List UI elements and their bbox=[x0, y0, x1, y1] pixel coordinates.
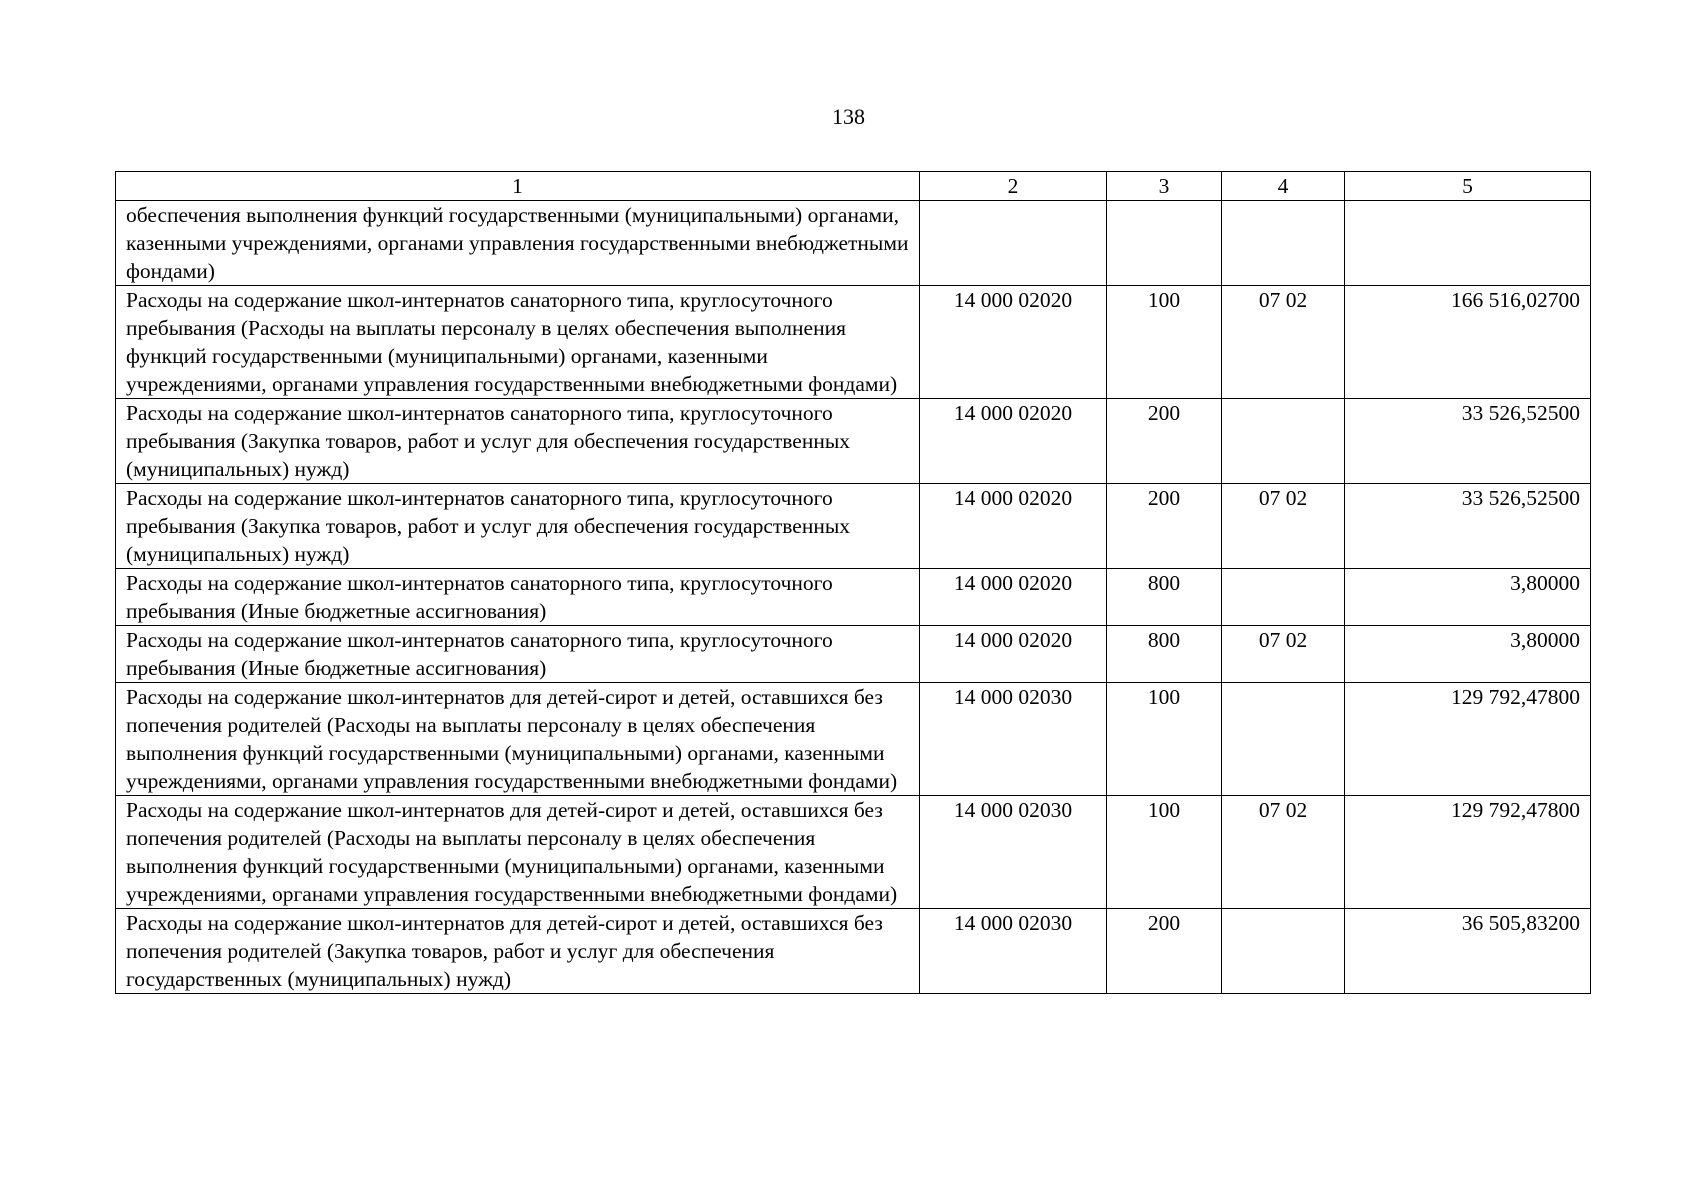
row-expense-type bbox=[1107, 201, 1222, 286]
row-description: Расходы на содержание школ-интернатов санаторного типа, круглосуточного пребывания (Закупка товаров, работ и услуг для обеспечения государственных (муниципальных) нужд) bbox=[116, 399, 920, 484]
row-target-code: 14 000 02020 bbox=[920, 626, 1107, 683]
row-amount: 36 505,83200 bbox=[1345, 909, 1591, 994]
row-section: 07 02 bbox=[1222, 286, 1345, 399]
row-description: обеспечения выполнения функций государственными (муниципальными) органами, казенными учреждениями, органами управления государственными внебюджетными фондами) bbox=[116, 201, 920, 286]
row-target-code: 14 000 02030 bbox=[920, 909, 1107, 994]
column-header-5: 5 bbox=[1345, 172, 1591, 201]
column-header-2: 2 bbox=[920, 172, 1107, 201]
row-amount: 166 516,02700 bbox=[1345, 286, 1591, 399]
row-description: Расходы на содержание школ-интернатов для детей-сирот и детей, оставшихся без попечения родителей (Расходы на выплаты персоналу в целях обеспечения выполнения функций государственными (муниципальными) органами, казенными учреждениями, органами управления государственными внебюджетными фондами) bbox=[116, 796, 920, 909]
row-target-code: 14 000 02020 bbox=[920, 484, 1107, 569]
table-row bbox=[116, 484, 1591, 569]
header-row bbox=[116, 172, 1591, 201]
table-row bbox=[116, 286, 1591, 399]
row-expense-type: 200 bbox=[1107, 909, 1222, 994]
row-amount: 129 792,47800 bbox=[1345, 683, 1591, 796]
row-expense-type: 800 bbox=[1107, 569, 1222, 626]
row-target-code bbox=[920, 201, 1107, 286]
row-amount: 33 526,52500 bbox=[1345, 399, 1591, 484]
row-amount: 3,80000 bbox=[1345, 626, 1591, 683]
table-header bbox=[116, 172, 1591, 201]
row-target-code: 14 000 02030 bbox=[920, 796, 1107, 909]
column-header-1: 1 bbox=[116, 172, 920, 201]
page-number: 138 bbox=[832, 104, 865, 129]
row-amount: 3,80000 bbox=[1345, 569, 1591, 626]
row-description: Расходы на содержание школ-интернатов санаторного типа, круглосуточного пребывания (Закупка товаров, работ и услуг для обеспечения государственных (муниципальных) нужд) bbox=[116, 484, 920, 569]
row-expense-type: 100 bbox=[1107, 683, 1222, 796]
table-body bbox=[116, 201, 1591, 994]
row-description: Расходы на содержание школ-интернатов санаторного типа, круглосуточного пребывания (Расходы на выплаты персоналу в целях обеспечения выполнения функций государственными (муниципальными) органами, казенными учреждениями, органами управления государственными внебюджетными фондами) bbox=[116, 286, 920, 399]
row-expense-type: 800 bbox=[1107, 626, 1222, 683]
table-row bbox=[116, 399, 1591, 484]
row-section: 07 02 bbox=[1222, 796, 1345, 909]
row-description: Расходы на содержание школ-интернатов для детей-сирот и детей, оставшихся без попечения родителей (Расходы на выплаты персоналу в целях обеспечения выполнения функций государственными (муниципальными) органами, казенными учреждениями, органами управления государственными внебюджетными фондами) bbox=[116, 683, 920, 796]
row-section bbox=[1222, 909, 1345, 994]
row-expense-type: 200 bbox=[1107, 484, 1222, 569]
row-section bbox=[1222, 201, 1345, 286]
table-row bbox=[116, 683, 1591, 796]
row-amount: 129 792,47800 bbox=[1345, 796, 1591, 909]
row-amount: 33 526,52500 bbox=[1345, 484, 1591, 569]
row-amount bbox=[1345, 201, 1591, 286]
table-row bbox=[116, 796, 1591, 909]
row-expense-type: 100 bbox=[1107, 796, 1222, 909]
row-description: Расходы на содержание школ-интернатов для детей-сирот и детей, оставшихся без попечения родителей (Закупка товаров, работ и услуг для обеспечения государственных (муниципальных) нужд) bbox=[116, 909, 920, 994]
table-row bbox=[116, 201, 1591, 286]
row-target-code: 14 000 02020 bbox=[920, 286, 1107, 399]
row-expense-type: 100 bbox=[1107, 286, 1222, 399]
row-target-code: 14 000 02020 bbox=[920, 399, 1107, 484]
budget-table bbox=[115, 171, 1591, 994]
row-section: 07 02 bbox=[1222, 484, 1345, 569]
column-header-4: 4 bbox=[1222, 172, 1345, 201]
row-section: 07 02 bbox=[1222, 626, 1345, 683]
table-row bbox=[116, 626, 1591, 683]
table-row bbox=[116, 569, 1591, 626]
row-expense-type: 200 bbox=[1107, 399, 1222, 484]
row-description: Расходы на содержание школ-интернатов санаторного типа, круглосуточного пребывания (Иные бюджетные ассигнования) bbox=[116, 569, 920, 626]
row-target-code: 14 000 02030 bbox=[920, 683, 1107, 796]
row-target-code: 14 000 02020 bbox=[920, 569, 1107, 626]
row-description: Расходы на содержание школ-интернатов санаторного типа, круглосуточного пребывания (Иные бюджетные ассигнования) bbox=[116, 626, 920, 683]
table-row bbox=[116, 909, 1591, 994]
column-header-3: 3 bbox=[1107, 172, 1222, 201]
row-section bbox=[1222, 399, 1345, 484]
row-section bbox=[1222, 569, 1345, 626]
row-section bbox=[1222, 683, 1345, 796]
